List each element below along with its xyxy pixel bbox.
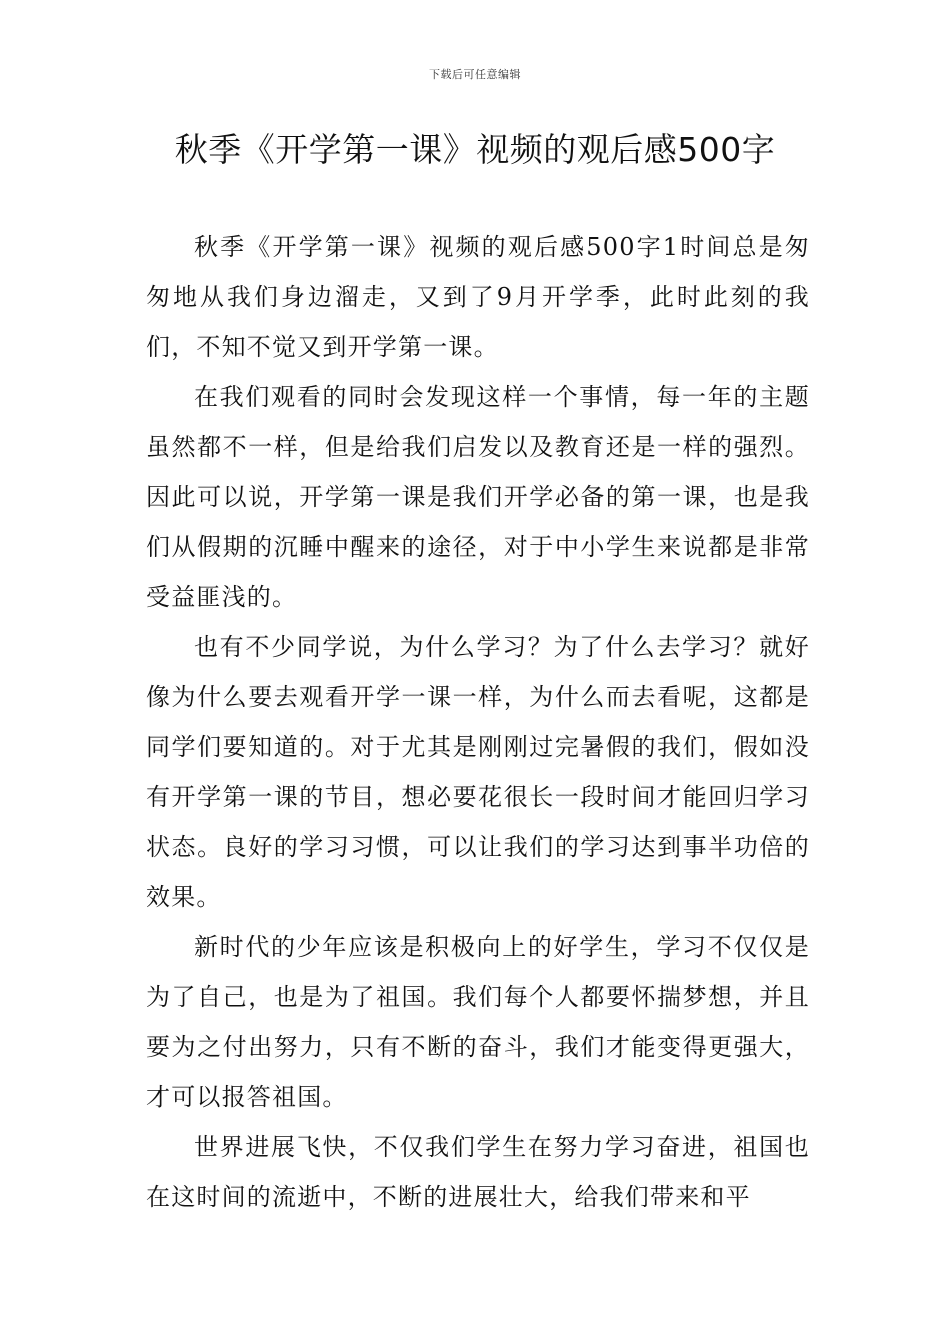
header-note: 下载后可任意编辑 <box>429 68 521 81</box>
document-body <box>146 222 810 1222</box>
paragraph: 在我们观看的同时会发现这样一个事情，每一年的主题虽然都不一样，但是给我们启发以及教育还是一样的强烈。因此可以说，开学第一课是我们开学必备的第一课，也是我们从假期的沉睡中醒来的途径，对于中小学生来说都是非常受益匪浅的。 <box>146 383 810 611</box>
paragraph: 秋季《开学第一课》视频的观后感500字1时间总是匆匆地从我们身边溜走，又到了9月开学季，此时此刻的我们，不知不觉又到开学第一课。 <box>146 233 810 361</box>
paragraph: 新时代的少年应该是积极向上的好学生，学习不仅仅是为了自己，也是为了祖国。我们每个人都要怀揣梦想，并且要为之付出努力，只有不断的奋斗，我们才能变得更强大，才可以报答祖国。 <box>146 933 810 1111</box>
paragraph: 世界进展飞快，不仅我们学生在努力学习奋进，祖国也在这时间的流逝中，不断的进展壮大，给我们带来和平 <box>146 1133 810 1211</box>
document-title: 秋季《开学第一课》视频的观后感500字 <box>174 130 776 169</box>
paragraph: 也有不少同学说，为什么学习？为了什么去学习？就好像为什么要去观看开学一课一样，为什么而去看呢，这都是同学们要知道的。对于尤其是刚刚过完暑假的我们，假如没有开学第一课的节目，想必要花很长一段时间才能回归学习状态。良好的学习习惯，可以让我们的学习达到事半功倍的效果。 <box>146 633 810 911</box>
